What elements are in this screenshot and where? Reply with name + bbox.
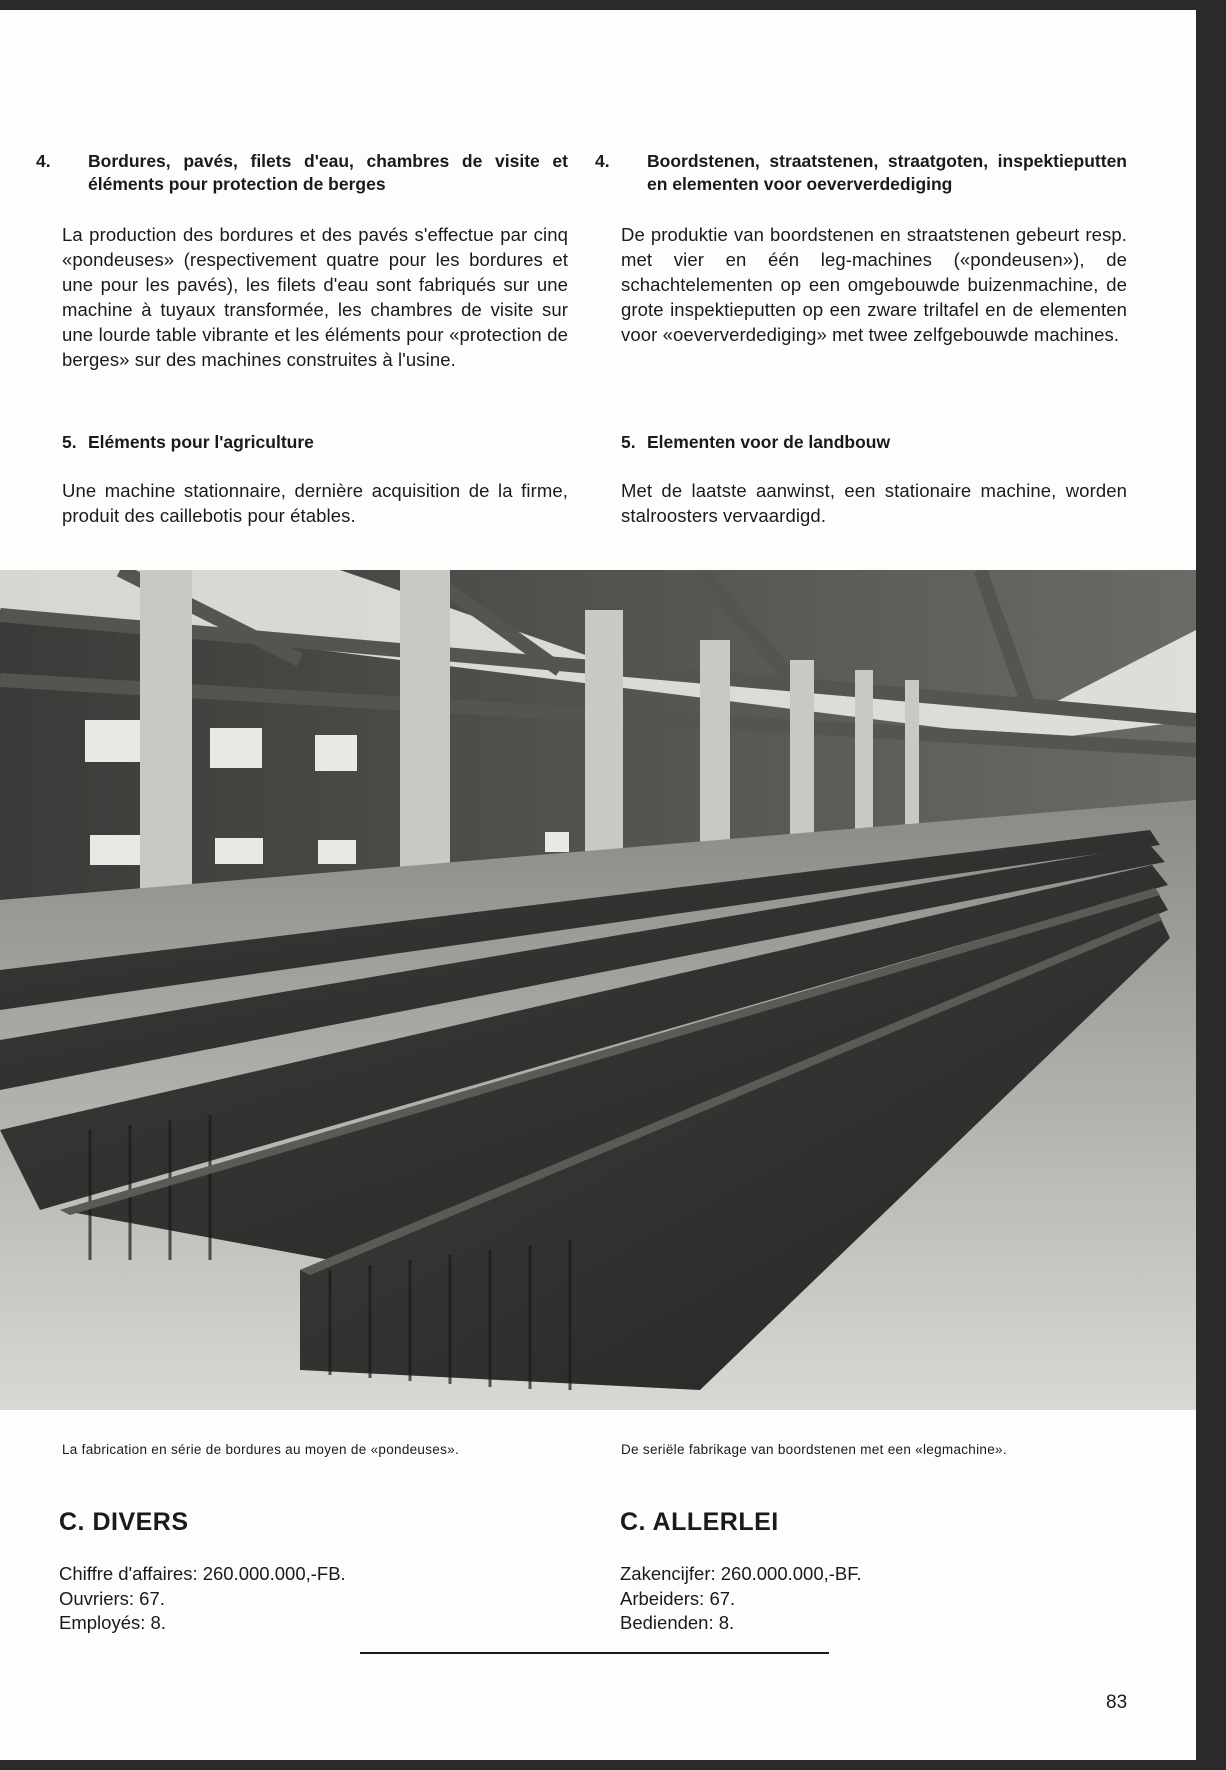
section-4-fr-heading: [36, 150, 568, 196]
section-4-nl-body-block: [621, 222, 1127, 347]
section-5-fr-body-block: [62, 478, 568, 528]
section-5-nl-heading: [621, 431, 1127, 454]
fact-workers-nl: Arbeiders: 67.: [620, 1587, 736, 1609]
section-title: Bordures, pavés, filets d'eau, chambres de visite et éléments pour protection de berges: [88, 151, 568, 194]
section-number: 4.: [36, 151, 51, 171]
photo-caption-nl: De seriële fabrikage van boordstenen met een «legmachine».: [621, 1442, 1007, 1457]
factory-hall-photo: [0, 570, 1196, 1410]
section-5-nl-body-block: [621, 478, 1127, 528]
section-4-fr: [36, 150, 568, 196]
document-page: [0, 10, 1196, 1760]
fact-employees-nl: Bedienden: 8.: [620, 1612, 735, 1633]
page-number: 83: [1106, 1692, 1128, 1713]
divider-rule: [360, 1652, 829, 1654]
section-4-nl: [595, 150, 1127, 196]
section-5-fr-body: Une machine stationnaire, dernière acquisition de la firme, produit des caillebotis pour étables.: [62, 480, 568, 526]
section-title: Boordstenen, straatstenen, straatgoten, inspektieputten en elementen voor oeververdediging: [647, 151, 1127, 194]
section-c-nl-title: C. ALLERLEI: [620, 1508, 779, 1536]
section-number: 4.: [595, 151, 610, 171]
section-4-fr-body: La production des bordures et des pavés s'effectue par cinq «pondeuses» (respectivement quatre pour les bordures et une pour les pavés), les filets d'eau sont fabriqués sur une machine à tuyaux transformée, les chambres de visite sur une lourde table vibrante et les éléments pour «protection de berges» sur des machines construites à l'usine.: [62, 224, 568, 370]
section-5-fr-heading: [62, 431, 568, 454]
section-5-nl-body: Met de laatste aanwinst, een stationaire machine, worden stalroosters vervaardigd.: [621, 480, 1127, 526]
section-title: Eléments pour l'agriculture: [88, 432, 314, 452]
section-c-fr-title: C. DIVERS: [59, 1508, 189, 1536]
photo-caption-fr: La fabrication en série de bordures au moyen de «pondeuses».: [62, 1442, 460, 1457]
fact-workers-fr: Ouvriers: 67.: [59, 1587, 165, 1609]
section-number: 5.: [621, 432, 636, 452]
fact-turnover-fr: Chiffre d'affaires: 260.000.000,-FB.: [59, 1563, 346, 1584]
section-number: 5.: [62, 432, 77, 452]
section-5-fr: [62, 431, 568, 454]
section-title: Elementen voor de landbouw: [647, 432, 891, 452]
section-4-nl-body: De produktie van boordstenen en straatstenen gebeurt resp. met vier en één leg-machines («pondeusen»), de schachtelementen op een omgebouwde buizenmachine, de grote inspektieputten op een zware triltafel en de elementen voor «oeververdediging» met twee zelfgebouwde machines.: [621, 224, 1127, 345]
section-5-nl: [621, 431, 1127, 454]
fact-turnover-nl: Zakencijfer: 260.000.000,-BF.: [620, 1563, 862, 1584]
section-4-fr-body-block: [62, 222, 568, 372]
facts-fr: [59, 1562, 346, 1636]
fact-employees-fr: Employés: 8.: [59, 1612, 166, 1633]
section-4-nl-heading: [595, 150, 1127, 196]
facts-nl: [620, 1562, 862, 1636]
